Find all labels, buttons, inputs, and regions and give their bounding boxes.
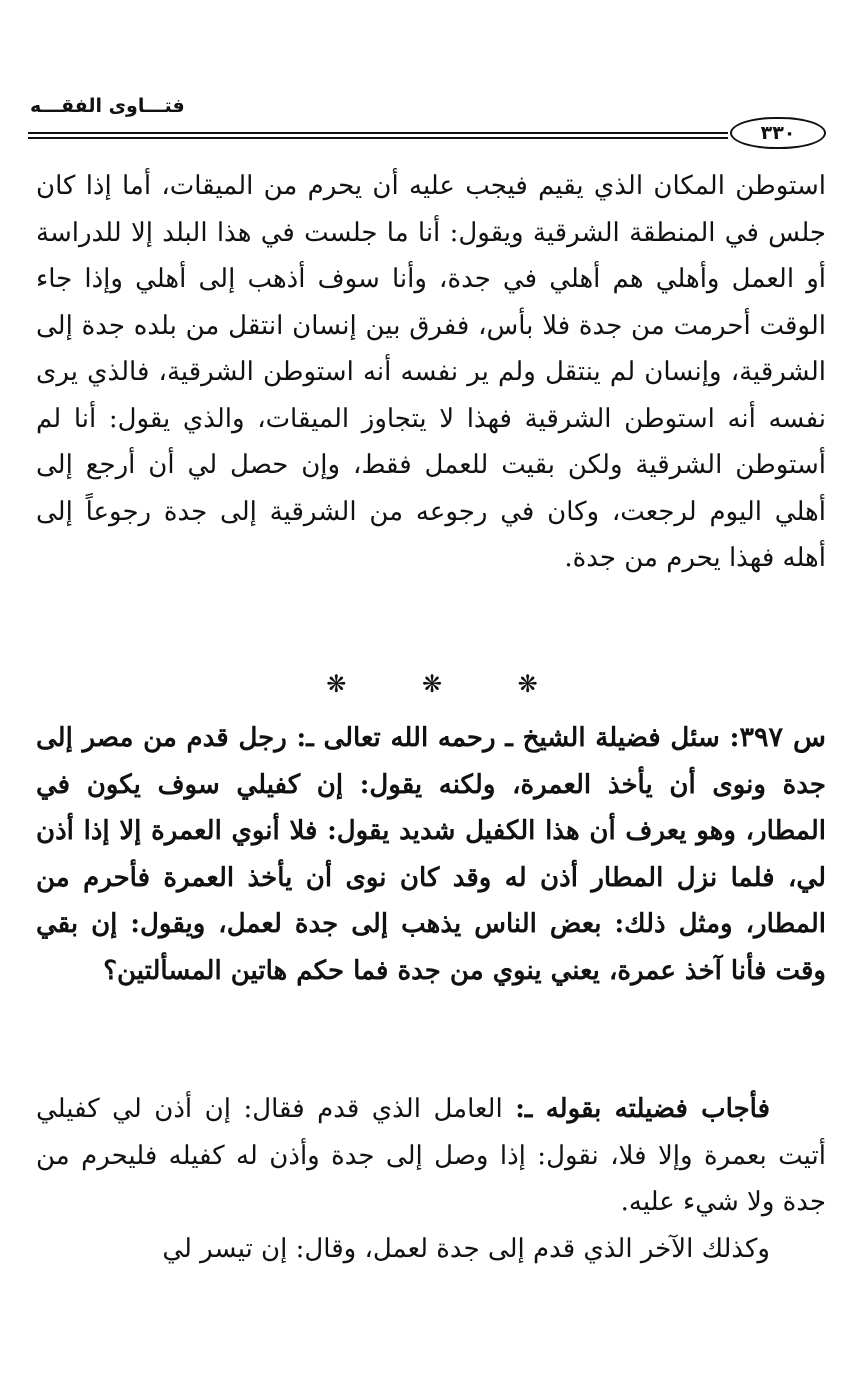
answer-text: العامل الذي قدم فقال: إن أذن لي كفيلي أتيت بعمرة وإلا فلا، نقول: إذا وصل إلى جدة وأذن له كفيله فليحرم من جدة ولا شيء عليه. xyxy=(36,1094,826,1217)
header-rule-line-bottom xyxy=(28,137,728,139)
header-rule xyxy=(28,116,840,152)
continuation-paragraph: وكذلك الآخر الذي قدم إلى جدة لعمل، وقال: إن تيسر لي xyxy=(162,1234,770,1264)
answer-lead: فأجاب فضيلته بقوله ـ: xyxy=(515,1094,771,1124)
question-paragraph xyxy=(36,715,826,994)
header-rule-line-top xyxy=(28,132,728,134)
page-number: ٣٣٠ xyxy=(730,117,826,149)
question-text: سئل فضيلة الشيخ ـ رحمه الله تعالى ـ: رجل قدم من مصر إلى جدة ونوى أن يأخذ العمرة، ولكنه يقول: إن كفيلي سوف يكون في المطار، وهو يعرف أن هذا الكفيل شديد يقول: فلا أنوي العمرة إلا إذا أذن لي، فلما نزل المطار أذن له وقد كان نوى أن يأخذ العمرة فأحرم من المطار، ومثل ذلك: بعض الناس يذهب إلى جدة لعمل، ويقول: إن بقي وقت فأنا آخذ عمرة، يعني ينوي من جدة فما حكم هاتين المسألتين؟ xyxy=(36,723,826,986)
running-title: فتـــاوى الفقـــه xyxy=(30,95,185,117)
question-number: س ٣٩٧: xyxy=(729,722,826,753)
section-separator: ❋ ❋ ❋ xyxy=(326,670,572,698)
answer-paragraph xyxy=(36,1086,826,1226)
paragraph-previous-answer: استوطن المكان الذي يقيم فيجب عليه أن يحرم من الميقات، أما إذا كان جلس في المنطقة الشرقية ويقول: أنا ما جلست في هذا البلد إلا للدراسة أو العمل وأهلي هم أهلي في جدة، وأنا سوف أذهب إلى أهلي وإذا جاء الوقت أحرمت من جدة فلا بأس، ففرق بين إنسان انتقل من بلده جدة إلى الشرقية، وإنسان لم ينتقل ولم ير نفسه أنه استوطن الشرقية، فالذي يرى نفسه أنه استوطن الشرقية فهذا لا يتجاوز الميقات، والذي يقول: أنا لم أستوطن الشرقية ولكن بقيت للعمل فقط، وإن حصل لي أن أرجع إلى أهلي اليوم لرجعت، وكان في رجوعه من الشرقية إلى جدة رجوعاً إلى أهله فهذا يحرم من جدة. xyxy=(36,171,826,573)
